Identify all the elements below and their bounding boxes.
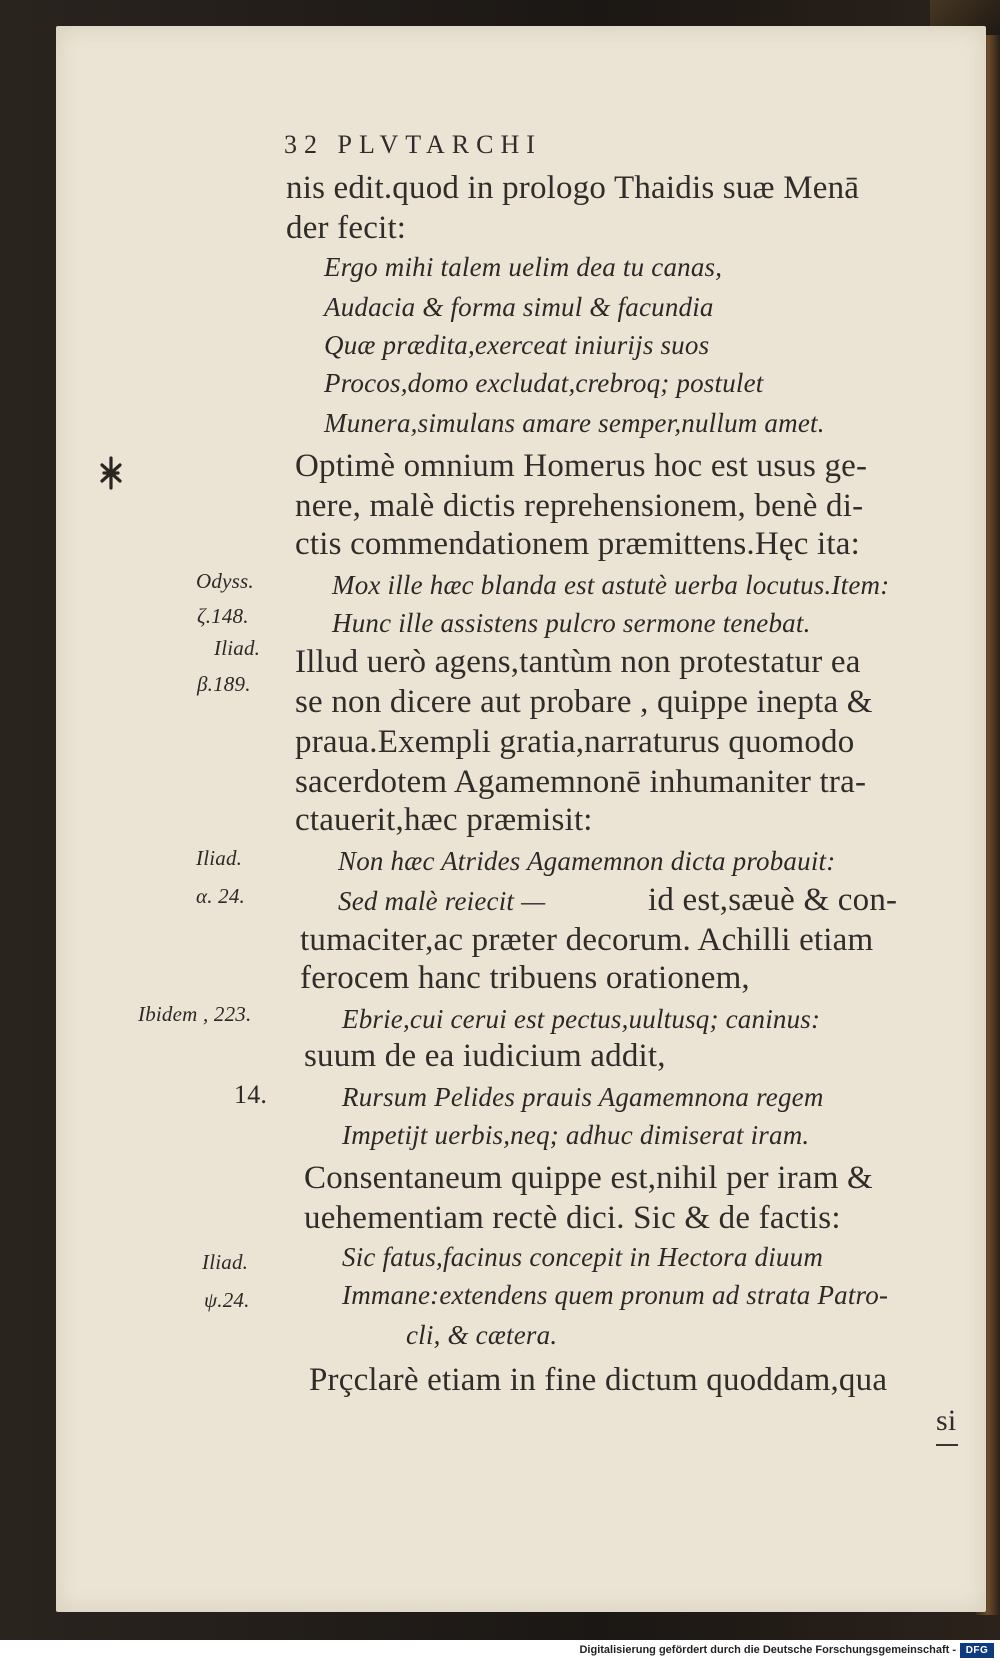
- margin-note: Ibidem , 223.: [138, 1002, 252, 1026]
- footer-bar: [0, 1640, 1000, 1662]
- text-line: uehementiam rectè dici. Sic & de factis:: [304, 1200, 841, 1236]
- margin-note: 14.: [234, 1080, 268, 1109]
- quote-line: Ebrie,cui cerui est pectus,uultusq; caninus:: [342, 1004, 821, 1034]
- quote-line: Impetijt uerbis,neq; adhuc dimiserat iram.: [342, 1120, 810, 1150]
- footer-credit: Digitalisierung gefördert durch die Deutsche Forschungsgemeinschaft -: [579, 1644, 956, 1656]
- text-line: nis edit.quod in prologo Thaidis suæ Menā: [286, 170, 860, 206]
- quote-line: Mox ille hæc blanda est astutè uerba locutus.Item:: [332, 570, 890, 600]
- verse-line: Procos,domo excludat,crebroq; postulet: [324, 368, 764, 398]
- text-line: se non dicere aut probare , quippe inepta &: [295, 684, 873, 720]
- quote-line: Hunc ille assistens pulcro sermone tenebat.: [332, 608, 811, 638]
- text-line: Optimè omnium Homerus hoc est usus ge-: [295, 448, 868, 484]
- text-line: sacerdotem Agamemnonē inhumaniter tra-: [295, 764, 867, 800]
- margin-note: Odyss.: [196, 569, 254, 593]
- quote-line: cli, & cætera.: [406, 1320, 558, 1350]
- text-line: ctauerit,hæc præmisit:: [295, 802, 593, 838]
- verse-line: Audacia & forma simul & facundia: [324, 292, 714, 322]
- margin-note: ζ.148.: [197, 604, 249, 628]
- quote-line: Sed malè reiecit —: [338, 886, 546, 916]
- dfg-logo: DFG: [960, 1643, 994, 1658]
- book-page: [56, 26, 986, 1612]
- quote-line: Sic fatus,facinus concepit in Hectora diuum: [342, 1242, 824, 1272]
- text-line: Consentaneum quippe est,nihil per iram &: [304, 1160, 873, 1196]
- running-head: 32 PLVTARCHI: [284, 130, 542, 159]
- text-line: praua.Exempli gratia,narraturus quomodo: [295, 724, 855, 760]
- text-line: id est,sæuè & con-: [648, 882, 898, 918]
- verse-line: Quæ prædita,exerceat iniurijs suos: [324, 330, 710, 360]
- text-line: Illud uerò agens,tantùm non protestatur ea: [295, 644, 861, 680]
- text-line: ctis commendationem præmittens.Hęc ita:: [295, 526, 860, 562]
- text-line: suum de ea iudicium addit,: [304, 1038, 666, 1074]
- quote-line: Non hæc Atrides Agamemnon dicta probauit:: [338, 846, 836, 876]
- verse-line: Ergo mihi talem uelim dea tu canas,: [324, 252, 723, 282]
- text-line: tumaciter,ac præter decorum. Achilli etiam: [300, 922, 874, 958]
- margin-note: ψ.24.: [204, 1288, 250, 1312]
- margin-note: α. 24.: [196, 884, 245, 908]
- verse-line: Munera,simulans amare semper,nullum amet.: [324, 408, 825, 438]
- catchword: si: [936, 1404, 957, 1437]
- text-line: Prçclarè etiam in fine dictum quoddam,qua: [309, 1362, 888, 1398]
- page-content: [56, 26, 986, 1612]
- margin-note: Iliad.: [202, 1250, 249, 1274]
- margin-note: β.189.: [197, 672, 251, 696]
- asterisk-icon: [98, 456, 124, 490]
- quote-line: Immane:extendens quem pronum ad strata Patro-: [342, 1280, 889, 1310]
- margin-note: Iliad.: [214, 636, 261, 660]
- text-line: nere, malè dictis reprehensionem, benè di-: [295, 488, 864, 524]
- quote-line: Rursum Pelides prauis Agamemnona regem: [342, 1082, 824, 1112]
- catchword-rule: [936, 1444, 958, 1446]
- margin-note: Iliad.: [196, 846, 243, 870]
- text-line: der fecit:: [286, 210, 407, 246]
- text-line: ferocem hanc tribuens orationem,: [300, 960, 750, 996]
